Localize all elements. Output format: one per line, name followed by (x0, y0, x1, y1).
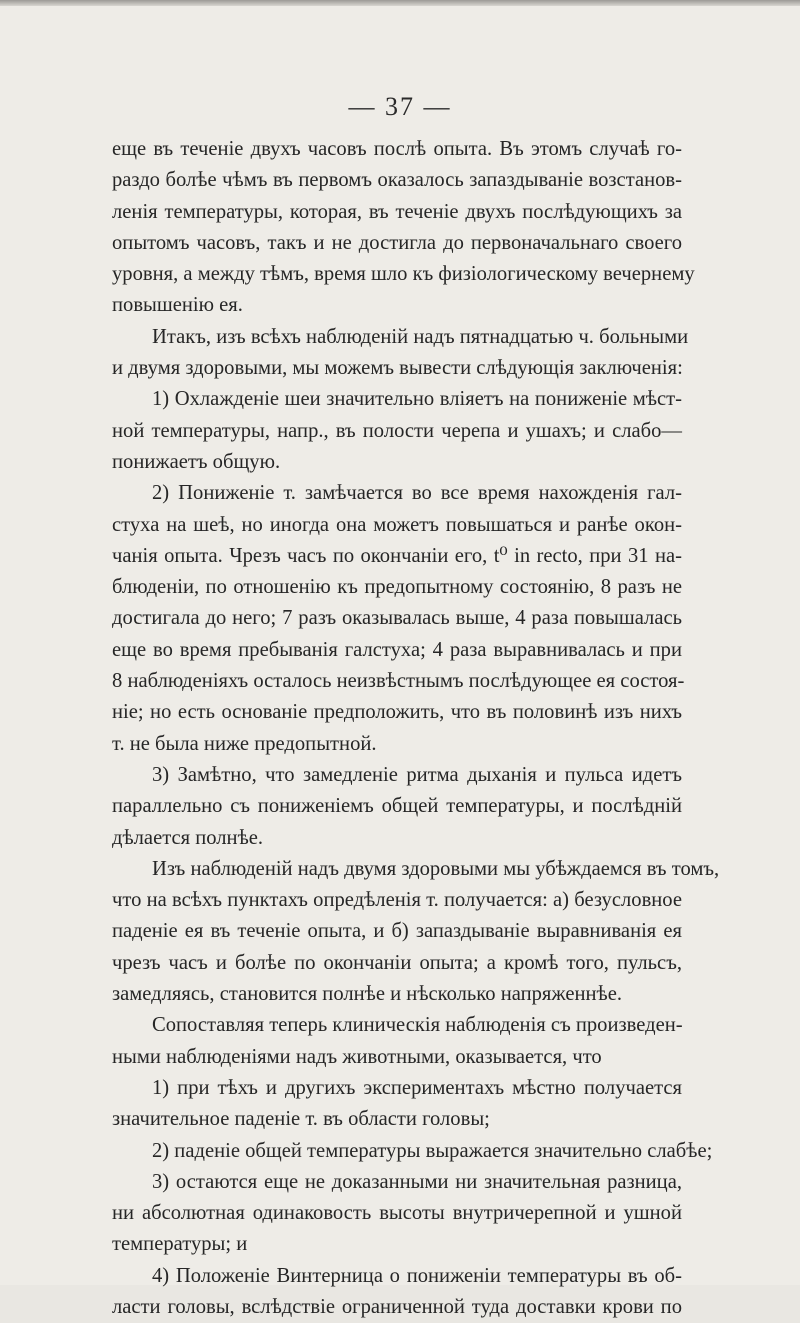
text-line: достигала до него; 7 разъ оказывалась выше, 4 раза повышалась (112, 607, 682, 630)
text-line: 4) Положеніе Винтерница о пониженіи температуры въ об- (152, 1264, 682, 1287)
text-line: значительное паденіе т. въ области головы; (112, 1108, 490, 1131)
text-line: Изъ наблюденій надъ двумя здоровыми мы убѣждаемся въ томъ, (152, 857, 720, 880)
text-line: паденіе ея въ теченіе опыта, и б) запаздываніе выравниванія ея (112, 920, 682, 943)
text-line: ной температуры, напр., въ полости черепа и ушахъ; и слабо— (112, 419, 682, 442)
text-line: ни абсолютная одинаковость высоты внутричерепной и ушной (112, 1202, 682, 1225)
text-line: раздо болѣе чѣмъ въ первомъ оказалось запаздываніе возстанов- (112, 169, 682, 192)
text-line: что на всѣхъ пунктахъ опредѣленія т. получается: а) безусловное (112, 889, 682, 912)
body-text (112, 134, 720, 1323)
text-line: ласти головы, вслѣдствіе ограниченной туда доставки крови по (112, 1295, 682, 1318)
text-line: еще во время пребыванія галстуха; 4 раза выравнивалась и при (112, 638, 682, 661)
text-line: и двумя здоровыми, мы можемъ вывести слѣдующія заключенія: (112, 357, 683, 380)
text-line: повышенію ея. (112, 294, 243, 317)
text-line: ніе; но есть основаніе предположить, что въ половинѣ изъ нихъ (112, 701, 682, 724)
text-line: понижаетъ общую. (112, 450, 281, 473)
text-line: температуры; и (112, 1233, 248, 1256)
text-line: чрезъ часъ и болѣе по окончаніи опыта; а кромѣ того, пульсъ, (112, 951, 682, 974)
text-line: стуха на шеѣ, но иногда она можетъ повышаться и ранѣе окон- (112, 513, 682, 536)
text-line: еще въ теченіе двухъ часовъ послѣ опыта. Въ этомъ случаѣ го- (112, 138, 682, 160)
text-line: 8 наблюденіяхъ осталось неизвѣстнымъ послѣдующее ея состоя- (112, 670, 685, 693)
text-line: параллельно съ пониженіемъ общей температуры, и послѣдній (112, 795, 682, 818)
text-line: чанія опыта. Чрезъ часъ по окончаніи его, t⁰ in recto, при 31 на- (112, 544, 682, 567)
text-line: ными наблюденіями надъ животными, оказывается, что (112, 1045, 602, 1068)
text-line: т. не была ниже предопытной. (112, 732, 377, 755)
page-number: — 37 — (348, 92, 452, 121)
text-line: 3) остаются еще не доказанными ни значительная разница, (152, 1170, 682, 1193)
text-line: 1) при тѣхъ и другихъ экспериментахъ мѣстно получается (152, 1076, 682, 1099)
text-line: замедляясь, становится полнѣе и нѣсколько напряженнѣе. (112, 983, 622, 1006)
text-line: 1) Охлажденіе шеи значительно вліяетъ на пониженіе мѣст- (152, 388, 682, 411)
text-line: Итакъ, изъ всѣхъ наблюденій надъ пятнадцатью ч. больными (152, 325, 689, 348)
text-line: 2) Пониженіе т. замѣчается во все время нахожденія гал- (152, 482, 682, 505)
text-line: опытомъ часовъ, такъ и не достигла до первоначальнаго своего (112, 231, 682, 254)
text-line: блюденіи, по отношенію къ предопытному состоянію, 8 разъ не (112, 576, 682, 599)
book-page (0, 6, 800, 1318)
text-line: дѣлается полнѣе. (112, 826, 264, 849)
text-line: Сопоставляя теперь клиническія наблюденія съ произведен- (152, 1014, 683, 1037)
text-line: 2) паденіе общей температуры выражается значительно слабѣе; (152, 1139, 713, 1162)
text-line: уровня, а между тѣмъ, время шло къ физіологическому вечернему (112, 263, 695, 286)
text-line: 3) Замѣтно, что замедленіе ритма дыханія и пульса идетъ (152, 763, 682, 786)
text-line: ленія температуры, которая, въ теченіе двухъ послѣдующихъ за (112, 200, 682, 223)
